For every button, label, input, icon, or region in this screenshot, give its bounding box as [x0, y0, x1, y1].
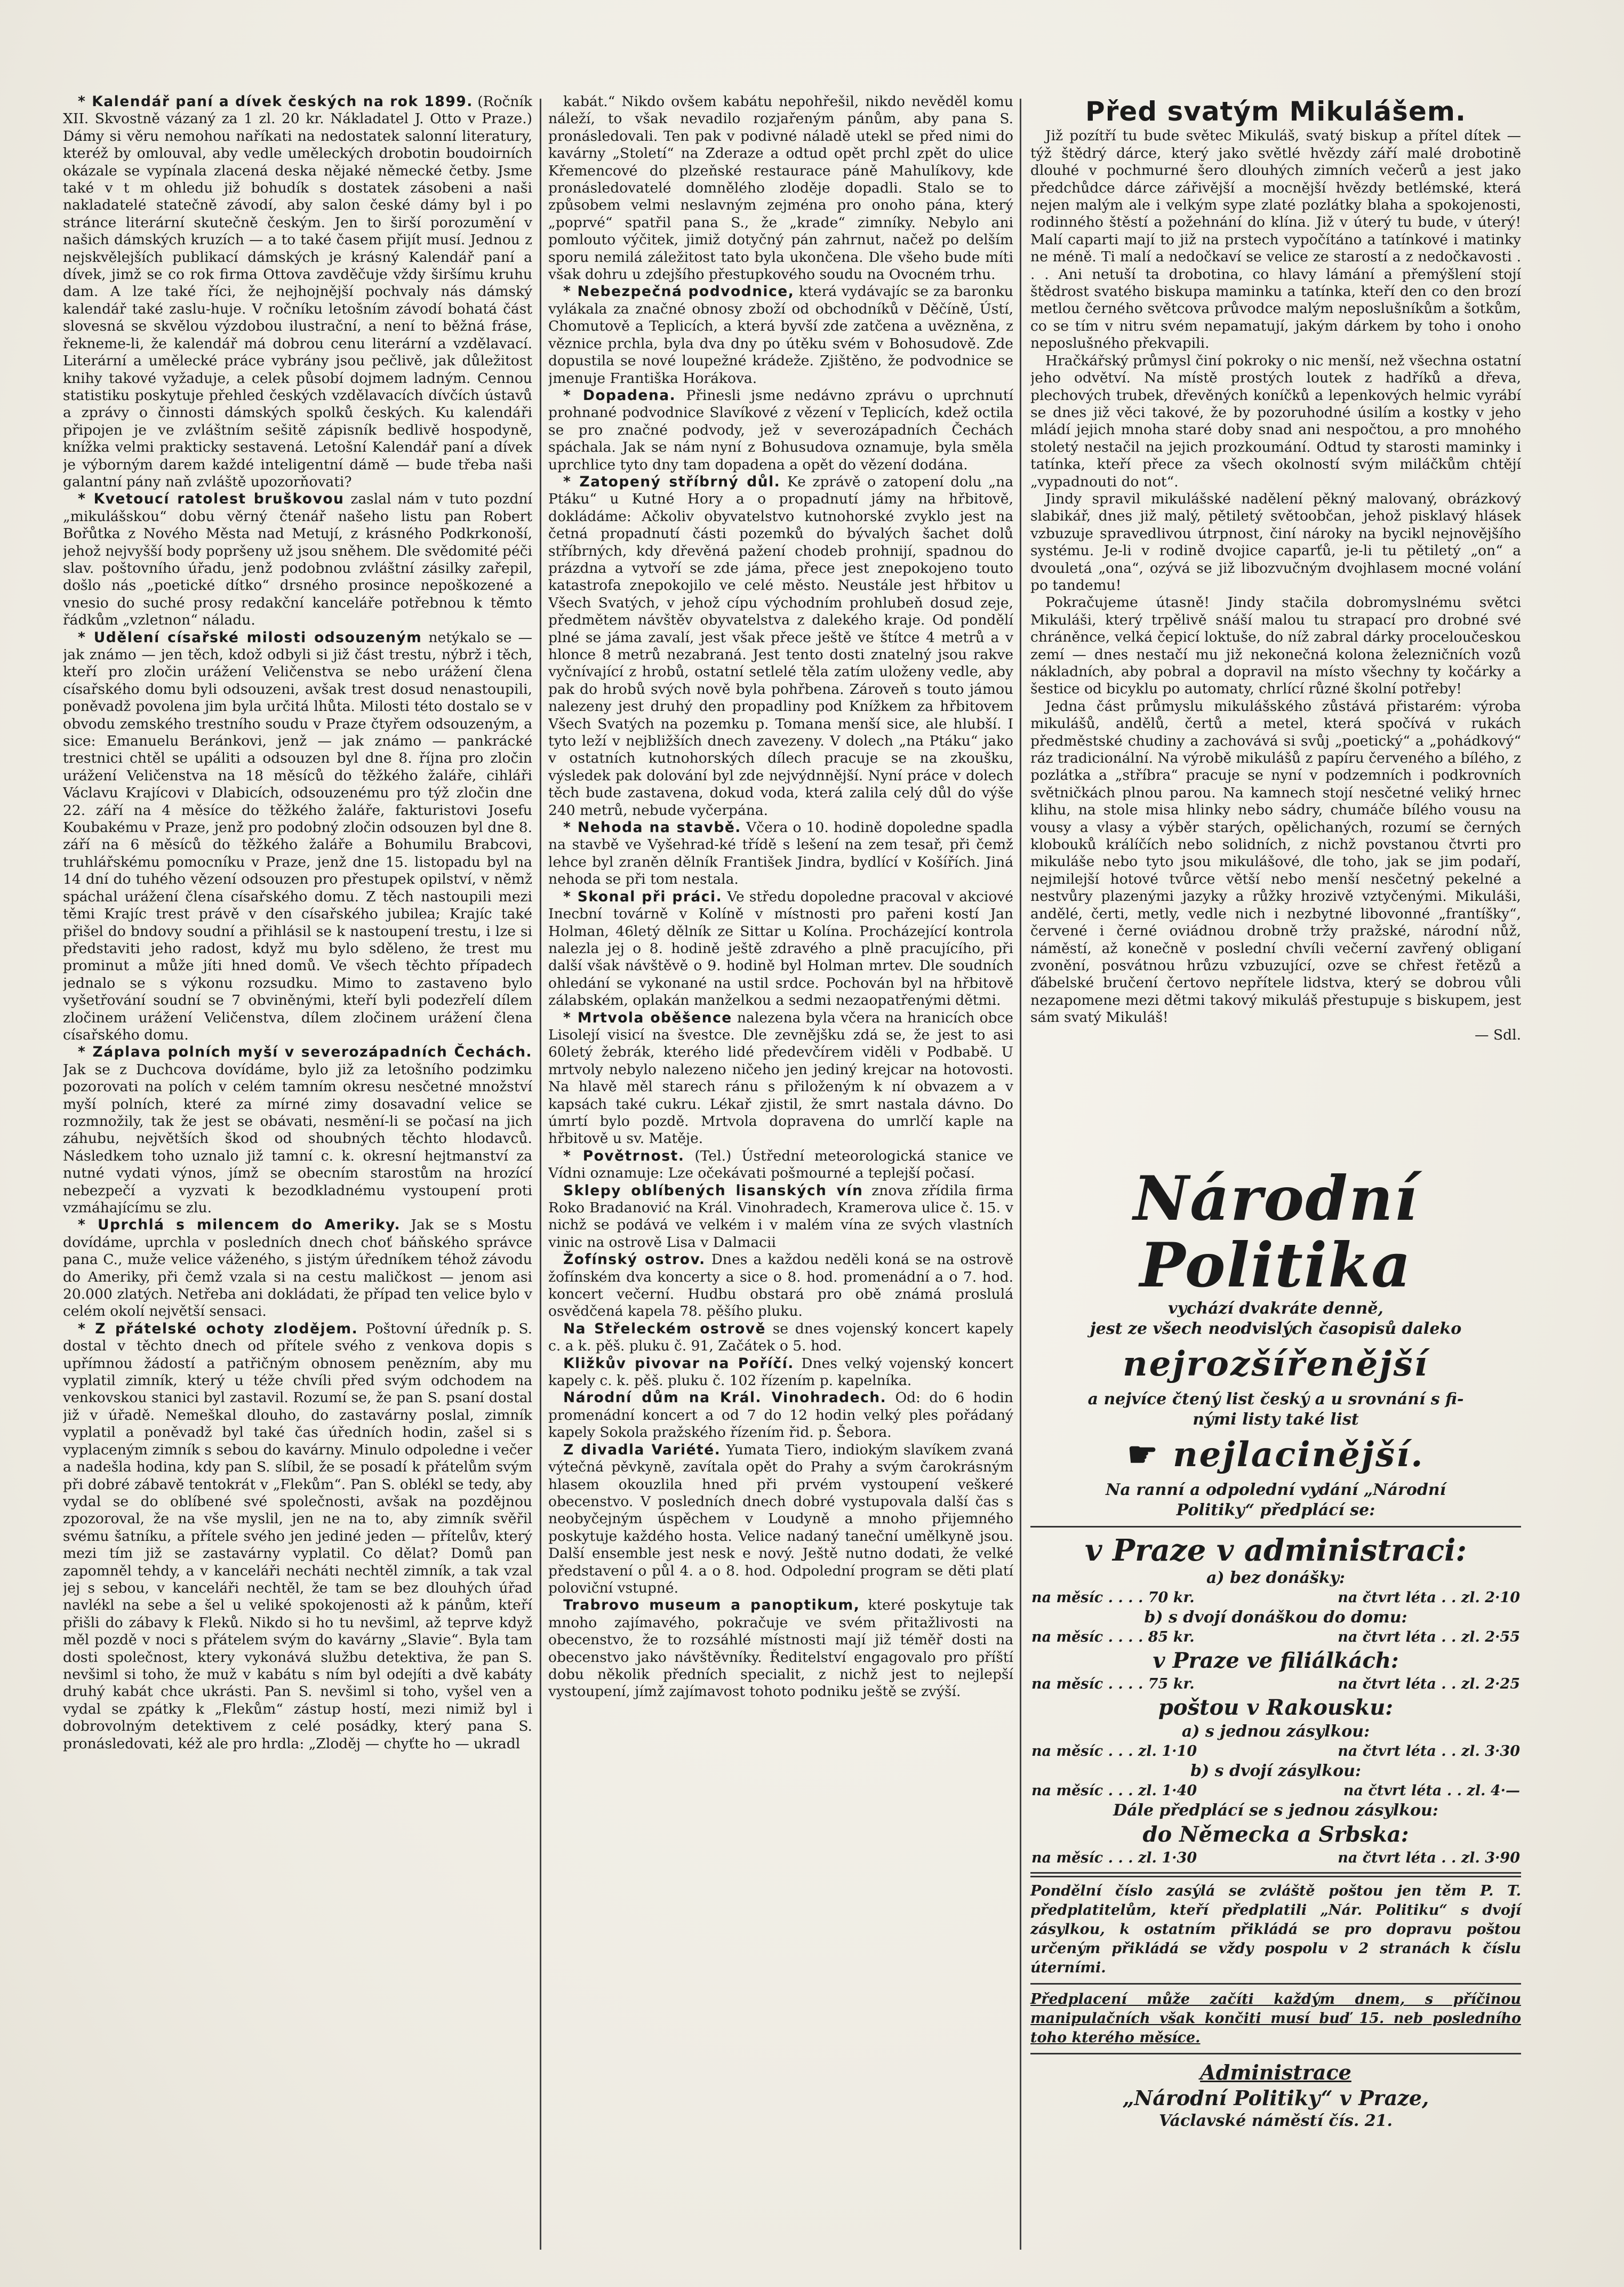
news-item-headline: * Nebezpečná podvodnice, — [563, 283, 795, 300]
news-item-headline: * Uprchlá s milencem do Ameriky. — [78, 1217, 401, 1234]
article-signature: — Sdl. — [1475, 1026, 1521, 1043]
news-item-headline: * Nehoda na stavbě. — [563, 819, 741, 836]
news-item-headline: Žofínský ostrov. — [563, 1251, 706, 1268]
pointing-arrow-icon: ☛ — [1127, 1435, 1159, 1475]
news-item-text: Ke zprávě o zatopení dolu „na Ptáku“ u Kutné Hory a o propadnutí jámy na hřbitově, dokládáme: Ačkoliv obyvatelstvo kutnohorské zvyklo jest na četná propadnutí části pozemků do bývalých šachet dolů stříbrných, kdy dřevěná pažení chodeb prohnijí, spadnou do prázdna a vytvoří se zde jáma, přece jest znepokojeno touto katastrofa znepokojilo ve celé město. Neustále jest hřbitov u Všech Svatých, v jehož cípu východním prohlubeň dosud zeje, předmětem návštěv obyvatelstva z dalekého kraje. Od pondělí plné se jáma zavalí, jest však přece ještě ve štítce 4 metrů a v hlonce 8 metrů nezabraná. Jest tento dosti znatelný jsou rakve vyčnívající z hrobů, ostatní setlelé těla zatím uloženy vedle, aby pak do hrobů svých nově byla pohřbena. Zároveň s touto jámou nalezeny jest druhý den propadliny pod Knížkem za hřbitovem Všech Svatých na pozemku p. Tomana menší sice, ale hlubší. I tyto leží v nejbližších dnech zavezeny. V dolech „na Ptáku“ jako v ostatních kutnohorských dílech pracuje se na zkoušku, výsledek pak dolování byl zde nejvýdnnější. Nyní práce v dolech těch bude zastavena, dokud voda, která zalila celý důl do výše 240 metrů, nebude vyčerpána. — [548, 473, 1013, 819]
column-1 — [63, 93, 532, 2200]
ad-big-cheapest-text: nejlacinější. — [1173, 1435, 1425, 1475]
news-item-headline: Z divadla Variété. — [563, 1441, 721, 1458]
price-left: na měsíc . . . zl. 1·10 — [1031, 1743, 1197, 1760]
news-item-text: Od: do 6 hodin promenádní koncert a od 7 do 12 hodin velký ples pořádaný kapely Sokola pražského řízením řid. p. Šebora. — [548, 1389, 1013, 1441]
article-paragraph: Již pozítří tu bude světec Mikuláš, svatý biskup a přítel dítek — týž štědrý dárce, který jako světlé hvězdy září malé drobotině dlouhé v pochmurné šero dlouhých zimních večerů a jest jako předchůdce dárce zářivější a mocnější hvězdy betlémské, která nejen malým ale i velkým sype zlaté pozlátky blaha a spokojenosti, rodinného štěstí a požehnání do klína. Již v úterý tu bude, v úterý! Malí caparti mají to již na prstech vypočítáno a tatínkové i matinky ne méně. Ti malí a nedočkaví se velice ze starostí a z nedočkavosti . . . Ani netuší ta drobotina, co hlavy lámání a přemýšlení stojí štědrost svatého biskupa maminku a tatínka, kteří den co den brozí metlou černého světcova průvodce malým neposlušníkům a šotkům, co se tím v nitru svém nepamatují, jakým dárkem by toho i onoho neposlušného překvapili. — [1030, 127, 1521, 352]
news-item-headline: Sklepy oblíbených lisanských vín — [563, 1182, 863, 1199]
ad-a2-label: a) s jednou zásylkou: — [1181, 1722, 1370, 1741]
news-item-headline: * Zatopený stříbrný důl. — [563, 473, 781, 490]
price-right: na čtvrt léta . . zl. 2·55 — [1338, 1629, 1520, 1645]
ad-line-5: Na ranní a odpolední vydání „Národní — [1105, 1481, 1446, 1499]
price-right: na čtvrt léta . . zl. 2·10 — [1338, 1589, 1520, 1606]
news-item-text: Yumata Tiero, indiokým slavíkem zvaná výtečná pěvkyně, zavítala opět do Prahy a svým čarokrásným hlasem okouzlila hned při prvém vystoupení veškeré obecenstvo. V posledních dnech dobré vystupovala další čas s neobyčejným úspěchem v Loudyně a mnoho přijemného poskytuje každého hosta. Velice nadaný taneční umělkyně jsou. Další ensemble jest nesk e nový. Ještě nutno dodati, že velké představení o půl 4. a o 8. hod. Odpolední program se děti platí poloviční vstupné. — [548, 1441, 1013, 1596]
news-item — [548, 1597, 1013, 1700]
news-item-text: které poskytuje tak mnoho zajímavého, pokračuje ve svém přitažlivosti na obecenstvo, že to rozsáhlé místnosti mají již téměř dosti na obecenstvo jako návštěvníky. Ředitelství engagovalo pro příští dobu několik předních specialit, z nichž jest to nejlepší vystoupení, jímž zajímavost tohoto podniku ještě se zvýší. — [548, 1597, 1013, 1700]
news-item-headline: Trabrovo museum a panoptikum, — [563, 1597, 860, 1614]
news-item — [548, 1148, 1013, 1182]
news-item-text: kabát.“ Nikdo ovšem kabátu nepohřešil, nikdo nevěděl komu náleží, to však nevadilo rozjařeným pánům, aby pana S. pronásledovali. Ten pak v podivné náladě utekl se před nimi do kavárny „Století“ na Zderaze a odtud opět prchl zpět do ulice Křemencové do plzeňské restaurace páně Mahulíkovy, kde pronásledovatelé domnělého zloděje dopadli. Stalo se to způsobem velmi neslavným zejména pro onoho pána, který „poprvé“ spatřil pana S., že „krade“ zimníky. Nebylo ani pomlouto výčitek, jimiž dotyčný pán zahrnut, načež po delším sporu nemilá záležitost tato byla ukončena. Dle všeho bude míti však dohru u zdejšího přestupkového soudu na Ovocném trhu. — [548, 93, 1013, 283]
ad-line-4: nými listy také list — [1193, 1410, 1359, 1429]
news-item-text: zaslal nám v tuto pozdní „mikulášskou“ dobu věrný čtenář našeho listu pan Robert Bořůtka z Nového Města nad Metují, z krásného Podkrkonoší, jehož nejvyšší body popršeny už jsou sněhem. Dle svědomité péči slav. poštovního úřadu, jenž podobnou zvláštní zásilky zařepil, došlo nás „poetické dítko“ drsného prosince nepoškozené a vnesio do suché prosy redakční kanceláře potřebnou k těmto řádkům „vzletnon“ náladu. — [63, 491, 532, 629]
news-item-headline: * Záplava polních myší v severozápadních Čechách. — [78, 1044, 532, 1061]
news-item — [63, 1217, 532, 1320]
news-item-headline: Na Střeleckém ostrově — [563, 1320, 766, 1337]
news-item-headline: * Kvetoucí ratolest bruškovou — [78, 491, 345, 508]
news-item — [548, 474, 1013, 819]
ad-praha-filialky: v Praze ve filiálkách: — [1153, 1648, 1399, 1673]
price-right: na čtvrt léta . . zl. 2·25 — [1338, 1676, 1520, 1692]
column-rule-1 — [540, 99, 541, 2250]
ad-b2-label: b) s dvojí zásylkou: — [1190, 1762, 1361, 1780]
subscription-advertisement — [1030, 1165, 1521, 2131]
news-item — [548, 1442, 1013, 1597]
news-item-text: se dnes vojenský koncert kapely c. a k. pěš. pluku č. 91, Začátek o 5. hod. — [548, 1320, 1013, 1355]
news-item — [548, 1355, 1013, 1390]
news-item-text: Jak se s Mostu dovídáme, uprchla v posledních dnech choť báňského správce pana C., muže velice váženého, s jistým úředníkem téhož závodu do Ameriky, při čemž vzala si na cestu maličkost — jenom asi 20.000 zlatých. Netřeba ani dokládati, že případ ten velice bylo v celém okolí největší sensaci. — [63, 1217, 532, 1320]
price-right: na čtvrt léta . . zl. 3·30 — [1338, 1743, 1520, 1760]
ad-note-monday: Pondělní číslo zasýlá se zvláště poštou jen těm P. T. předplatitelům, kteří předplatili „Nár. Politiku“ s dvojí zásylkou, k ostatním přikládá se pro dopravu poštou určeným přikládá se vždy pospolu v 2 stranách k číslu úterními. — [1030, 1883, 1521, 1976]
news-item-text: která vydávajíc se za baronku vylákala za značné obnosy zboží od obchodníků v Děčíně, Ústí, Chomutově a Teplicích, a která byvší zde zatčena a uvězněna, z věznice prchla, byla dva dny po útěku svém v Bohosudově. Zde dopustila se nové loupežné krádeže. Zjištěno, že podvodnice se jmenuje Františka Horákova. — [548, 283, 1013, 387]
ad-line-3: a nejvíce čtený list český a u srovnání s fi- — [1087, 1390, 1464, 1409]
news-item — [63, 629, 532, 1044]
news-item — [548, 1182, 1013, 1252]
ad-nemecko: do Německa a Srbska: — [1142, 1822, 1409, 1847]
price-left: na měsíc . . . . 70 kr. — [1031, 1589, 1195, 1606]
article-paragraph: Jindy spravil mikulášské nadělení pěkný malovaný, obrázkový slabikář, dnes již malý, pětiletý světoobčan, jehož pisklavý hlásek vzbuzuje spravedlivou útrpnost, činí nároky na bycikl nejnovějšího systému. Je-li v rodině dvojice caparťů, je-li tu pětiletý „on“ a dvouletá „ona“, ozývá se již libozvučným dvojhlasem mocné volání po tandemu! — [1030, 490, 1521, 594]
news-item — [548, 889, 1013, 1010]
article-body — [1030, 127, 1521, 1026]
news-item — [548, 387, 1013, 474]
news-item-headline: * Udělení císařské milosti odsouzeným — [78, 629, 422, 646]
news-item — [63, 491, 532, 629]
ad-divider — [1030, 1526, 1521, 1528]
news-item-headline: * Skonal při práci. — [563, 888, 723, 905]
ad-divider — [1030, 2053, 1521, 2054]
news-item-text: netýkalo se — jak známo — jen těch, kdož odbyli si již část trestu, nýbrž i těch, kteří pro zločin urážení Veličenstva se nebo urážení člena císařského domu byli odsouzeni, avšak trest dosud nenastoupili, poněvadž povolena jim byla určitá lhůta. Milosti této dostalo se v obvodu zemského trestního soudu v Praze čtyřem odsouzeným, a sice: Emanuelu Beránkovi, jenž — jak známo — pankrácké trestnici chtěl se upáliti a odsouzen byl dne 8. října pro zločin urážení Veličenstva na 18 měsíců do těžkého žaláře, cihláři Václavu Krajícovi v Dlabicích, odsouzenému pro týž zločin dne 22. září na 4 měsíce do těžkého žaláře, fakturistovi Josefu Koubakému v Praze, jenž pro podobný zločin odsouzen byl dne 8. září na 6 měsíců do těžkého žaláře a Bohumilu Brabcovi, truhlářskému pomocníku v Praze, jenž dne 15. listopadu byl na 14 dní do tuhého vězení odsouzen pro přestupek opilství, v němž spáchal urážení člena císařského domu. Z těch nastoupili mezi těmi Krajíc trest právě v den císařského jubilea; Krajíc také přišel do bndovy soudní a přihlásil se k nastoupení trestu, i lze si představiti jeho radost, když mu bylo sděleno, že trest mu prominut a může jíti hned domů. Ve všech těchto případech jednalo se s výkonu rozsudku. Mimo to zastaveno bylo vyšetřování soudní se 7 obviněnými, kteří byli podezřelí dílem zločinem urážení Veličenstva, dílem zločinem urážení člena císařského domu. — [63, 629, 532, 1043]
news-item-text: nalezena byla včera na hranicích obce Lisolejí visicí na švestce. Dle zevnějšku zdá se, že jest to asi 60letý žebrák, kterého lidé předevčírem viděli v Podbabě. U mrtvoly nebylo nalezeno ničeho jen jediný krejcar na hotovosti. Na hlavě měl starech ránu s přiloženým k ní obvazem a v kapsách také cukru. Lékař zjistil, že smrt nastala dávno. Do úmrtí bylo pozdě. Mrtvola dopravena do umrlčí kaple na hřbitově u sv. Matěje. — [548, 1009, 1013, 1147]
news-item-headline: * Z přátelské ochoty zlodějem. — [78, 1320, 358, 1337]
news-item — [548, 93, 1013, 283]
ad-divider — [1030, 1983, 1521, 1985]
column-rule-2 — [1020, 99, 1021, 2250]
news-item-text: Dnes velký vojenský koncert kapely c. k. pěš. pluku č. 102 řízením p. kapelníka. — [548, 1355, 1013, 1389]
news-item-text: Přinesli jsme nedávno zprávu o uprchnutí prohnané podvodnice Slavíkové z vězení v Teplicích, kdež octila se pro značné podvody, jež v severozápadních Čechách spáchala. Jak se nám nyní z Bohusudova oznamuje, byla směla uprchlice tyto dny tam dopadena a opět do vězení dodána. — [548, 387, 1013, 473]
news-item — [548, 1321, 1013, 1355]
price-row — [1031, 1588, 1520, 1608]
price-right: na čtvrt léta . . zl. 4·— — [1343, 1782, 1520, 1799]
price-left: na měsíc . . . zl. 1·40 — [1031, 1782, 1197, 1799]
ad-admin-title: Administrace — [1200, 2060, 1351, 2084]
news-item — [548, 1389, 1013, 1441]
news-item — [548, 283, 1013, 387]
price-left: na měsíc . . . . 85 kr. — [1031, 1629, 1195, 1645]
price-row — [1031, 1628, 1520, 1647]
article-paragraph: Pokračujeme útasně! Jindy stačila dobromyslnému světci Mikuláši, který trpělivě snáší malou tu strapací pro drobné své chráněnce, velká čepicí loktuše, do níž zabral dárky proceloučeskou zemí — dnes nestačí mu již nekonečná kolona železničních vozů nákladních, aby pobral a dopravil na místo všechny ty kočárky a šestice od bicyklu po automaty, chrlící různé školní potřeby! — [1030, 594, 1521, 698]
price-left: na měsíc . . . zl. 1·30 — [1031, 1850, 1197, 1866]
ad-line-7: Dále předplácí se s jednou zásylkou: — [1113, 1801, 1438, 1820]
price-row — [1031, 1781, 1520, 1801]
news-item-headline: * Dopadena. — [563, 387, 676, 404]
price-left: na měsíc . . . . 75 kr. — [1031, 1676, 1195, 1692]
article-title: Před svatým Mikulášem. — [1085, 96, 1466, 127]
news-item — [548, 1010, 1013, 1148]
ad-double-rule — [1030, 1872, 1521, 1877]
ad-big-widest: nejrozšířenější — [1123, 1344, 1429, 1384]
article-paragraph: Hračkářský průmysl činí pokroky o nic menší, než všechna ostatní jeho odvětví. Na místě prostých loutek z hadříků a dřeva, plechových trubek, dřevěných koníčků a lepenkových helmic vyrábí se dnes již věci takové, že by pozoruhodné úsilím a kostky v jeho mládí jejich mnoha staré doby snad ani nespočtou, a pro mnohého stoletý nestačil na jejich prozkoumání. Odtud ty starosti maminky i tatínka, kteří přece za všech okolností svým miláčkům chtějí „vypadnouti do not“. — [1030, 352, 1521, 490]
price-row — [1031, 1675, 1520, 1694]
news-item — [63, 1044, 532, 1217]
ad-admin-name: „Národní Politiky“ v Praze, — [1122, 2086, 1429, 2110]
news-item — [63, 93, 532, 491]
news-item — [63, 1321, 532, 1753]
ad-b-label: b) s dvojí donáškou do domu: — [1144, 1608, 1407, 1627]
news-item-text: (Tel.) Ústřední meteorologická stanice ve Vídni oznamuje: Lze očekávati pošmourné a teplejší počasí. — [548, 1147, 1013, 1182]
news-item-headline: Národní dům na Král. Vinohradech. — [563, 1389, 887, 1406]
price-row — [1031, 1742, 1520, 1761]
news-item-headline: * Povětrnost. — [563, 1147, 685, 1164]
news-item-text: (Ročník XII. Skvostně vázaný za 1 zl. 20 kr. Nákladatel J. Otto v Praze.) Dámy si věru nemohou naříkati na nedostatek salonní literatury, kteréž by omlouval, aby vedle uměleckých drobotin boudoirních okázale se vypínala zlacená deska nějaké německé četby. Jsme také v t m ohledu již bohudík s dostatek zásobeni a naši nakladatelé statečně závodí, aby salon české dámy byl i po stránce literární skutečně českým. Jen to širší porozumění v našich dámských kruzích — a to také časem přijít musí. Jednou z nejskvělejších publikací dámských je krásný Kalendář paní a dívek, jimž se co rok firma Ottova zavděčuje vždy širšímu kruhu dam. A lze také říci, že nejhojnější pochvaly nás dámský kalendář také zaslu-huje. V ročníku letošním závodí bohatá část slovesná se skvělou výzdobou ilustrační, a není to běžná fráse, řekneme-li, že kalendář má dobrou cenu literární a vzdělavací. Literární a umělecké práce vybrány jsou pečlivě, jak důležitost knihy takové vyžaduje, a celek působí dojmem ladným. Cennou statistiku poskytuje přehled českých vzdělavacích dívčích ústavů a zprávy o činnosti dámských spolků českých. Ku kalendáři připojen je ve zvláštním sešitě zápisník bedlivě hospodyně, knížka velmi prakticky sestavená. Letošní Kalendář paní a dívek je výborným darem každé inteligentní dámě — bude třeba naši galantní pány naň zvláště upozorňovati? — [63, 93, 532, 490]
news-item-headline: * Mrtvola oběšence — [563, 1009, 732, 1026]
article-paragraph: Jedna část průmyslu mikulášského zůstává přistarém: výroba mikulášů, andělů, čertů a metel, která spočívá v rukách předměstské chudiny a zachovává si svůj „poetický“ a „pohádkový“ ráz tradicionální. Na výrobě mikulášů z papíru červeného a bílého, z pozlátka a „stříbra“ pracuje se nyní v podzemních i podkrovních světničkách plnou parou. Na kamnech stojí nesčetné veliký hrnec klihu, na stole misa hlinky nebo sádry, chumáče bílého vousu na vousy a vlasy a výběr starých, opělichaných, rozumí se černých klobouků králíčích nebo solidních, z nichž povstanou čtvrti pro mikuláše nebo tyto jsou mikulášové, dle toho, jak se jim podaří, nejmilejší hotové tvůrce větší nebo menší nesčetný pekelné a nestvůry plazenými jazyky a růžky hrozivě vztyčenými. Mikuláši, andělé, čerti, metly, vedle nich i nezbytné libovonné „frantíšky“, červené i černé oviádnou drobně tržy pražské, národní nůž, náměstí, až konečně v poslední chvíli večerní zavřený obliganí zvonění, posvátnou hrůzu vzbuzující, ozve se chřest řetězů a ďábelské bručení čertovo nepřítele lidstva, který se dobrou vůli nezapomene mezi dětmi takový mikuláš přestupuje s biskupem, jest sám svatý Mikuláš! — [1030, 698, 1521, 1026]
news-item-text: znova zřídila firma Roko Bradanović na Král. Vinohradech, Kramerova ulice č. 15. v nichž se podává ve velkém i v malém vína ze svých vlastních vinic na ostrově Lisa v Dalmacii — [548, 1182, 1013, 1251]
ad-line-6: Politiky“ předplácí se: — [1176, 1501, 1375, 1520]
news-item-text: Dnes a každou neděli koná se na ostrově žofínském dva koncerty a sice o 8. hod. promenádní a o 7. hod. koncert večerní. Hudbu obstará pro obě známá proslulá osvědčená kapela 78. pěšího pluku. — [548, 1251, 1013, 1320]
news-item-headline: * Kalendář paní a dívek českých na rok 1899. — [78, 93, 473, 110]
news-item-text: Ve středu dopoledne pracoval v akciové Inecbní továrně v Kolíně v místnosti pro pařeni kostí Jan Holman, 46letý dělník ze Sittar u Kolína. Procházející kontrola nalezla jej o 8. hodině ještě zdravého a plně pracujícího, při další však návštěvě o 9. hodině byl Holman mrtev. Dle soudních ohledání se vykonané na ustil srdce. Pochován byl na hřbitově zálabském, oplakán manželkou a sedmi nezaopatřenými dětmi. — [548, 888, 1013, 1009]
price-right: na čtvrt léta . . zl. 3·90 — [1338, 1850, 1520, 1866]
ad-note-subscription-start: Předplacení může začíti každým dnem, s příčinou manipulačních však končiti musí buď 15. neb posledního toho kterého měsíce. — [1030, 1991, 1521, 2046]
news-item-text: Poštovní úředník p. S. dostal v těchto dnech od přítele svého z venkova dopis s upřímnou žádostí a patřičným obnosem penězním, aby mu vyplatil zimník, který u téže chvíli před svým odchodem na venkovskou stanici byl zastavil. Rozumí se, že pan S. psaní dostal již v úřadě. Nemeškal dlouho, do zastavárny poslal, zimník vyplatil a poněvadž byl také čas úředních hodin, zašel si s vyplaceným zimník s sebou do kavárny. Minulo odpoledne i večer a nadešla hodina, kdy pan S. slíbil, že se posadí k přátelům svým při dobré zábavě tentokrát v „Flekům“. Pan S. oblékl se tedy, aby vydal se do oblíbené své společnosti, avšak na pozdějnou zpozoroval, že na vše myslil, jen ne na to, aby zimník svěřil svému šatníku, a přítele svého jen jediné jeden — přítelův, který mezi tím již se zastavárny vyplatil. Co dělat? Domů pan zapomněl tehdy, a v kanceláři necháti nechtěl zimník, a tak vzal jej s sebou, v kanceláři nechtěl, že tam se bez dlouhých úřad navlékl na sebe a šel u veliké spokojenosti až k pánům, kteří přišli do zábavy k Fleků. Nikdo si ho tu nevšiml, až teprve když měl pozdě v noci s přátelem svým do kavárny „Slavie“. Byla tam dosti společnost, ktery vykonává službu detektiva, že pan S. nevšiml si toho, že muž v kabátu s ním byl odejíti a dvě kabáty druhý kabát chce ukrásti. Pan S. nevšiml si toho, vyšel ven a vydal se zpátky k „Flekům“ zástup hostí, mezi nimiž byl i dobrovolným detektivem z celé posádky, který pana S. pronásledovati, kéž ale pro hrdla: „Zloděj — chyťte ho — ukradl — [63, 1320, 532, 1752]
column-3-article — [1030, 93, 1521, 1160]
ad-praha-admin: v Praze v administraci: — [1084, 1533, 1467, 1568]
news-item — [548, 1251, 1013, 1321]
masthead-narodni-politika: Národní Politika — [1133, 1163, 1419, 1301]
column-2 — [548, 93, 1013, 2157]
price-row — [1031, 1849, 1520, 1868]
ad-line-2: jest ze všech neodvislých časopisů daleko — [1090, 1320, 1462, 1338]
news-item-headline: Kližkův pivovar na Poříčí. — [563, 1355, 794, 1372]
ad-a-label: a) bez donášky: — [1206, 1569, 1346, 1587]
ad-postou: poštou v Rakousku: — [1158, 1695, 1394, 1720]
news-item — [548, 819, 1013, 889]
ad-big-cheapest — [1030, 1434, 1521, 1476]
news-item-text: Včera o 10. hodině dopoledne spadla na stavbě ve Vyšehrad-ké třídě s lešení na zem tesař, při čemž lehce byl zraněn dělník František Jindra, bydlící v Košířích. Jiná nehoda se při tom nestala. — [548, 819, 1013, 888]
ad-line-1: vychází dvakráte denně, — [1168, 1299, 1383, 1318]
news-item-text: Jak se z Duchcova dovídáme, bylo již za letošního podzimku pozorovati na polích v celém tamním okresu nesčetné množství myší polních, které za mírné zimy dosavadní velice se rozmnožily, tak že jest se obávati, nesmění-li se počasí na jich záhubu, největších škod od shoubných těchto hlodavců. Následkem toho uznalo již tamní c. k. okresní hejtmanství za nutné vydati výnos, jímž se obecním starostům na hrozící nebezpečí a vyzvati k bezodkladnému vystoupení proti vzmáhajícímu se zlu. — [63, 1061, 532, 1216]
ad-admin-address: Václavské náměstí čís. 21. — [1158, 2112, 1393, 2130]
